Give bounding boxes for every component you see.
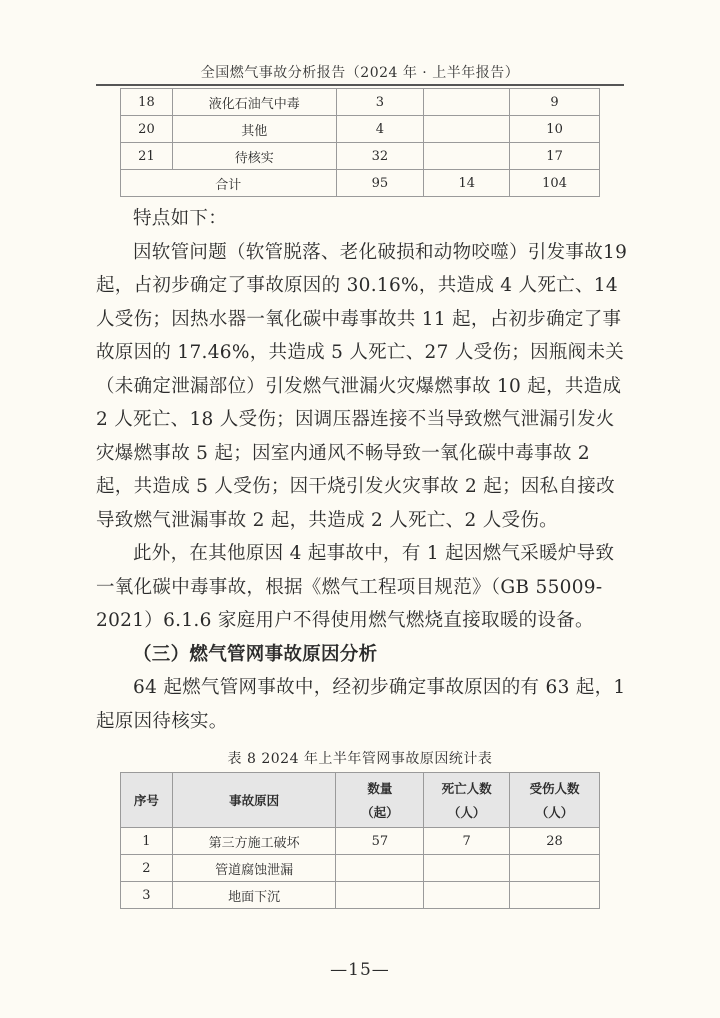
accident-cause-table-continued xyxy=(120,88,600,197)
paragraph-pipeline-summary: 64 起燃气管网事故中，经初步确定事故原因的有 63 起，1 起原因待核实。 xyxy=(96,677,626,732)
cell-injuries: 10 xyxy=(510,116,600,143)
cell-count xyxy=(336,882,424,909)
cell-no: 2 xyxy=(121,855,173,882)
total-injuries: 104 xyxy=(510,170,600,197)
page-number: —15— xyxy=(330,960,390,980)
cell-no: 21 xyxy=(121,143,173,170)
cell-injuries: 28 xyxy=(510,828,600,855)
header-cause: 事故原因 xyxy=(172,773,336,828)
running-header: 全国燃气事故分析报告（2024 年 · 上半年报告） xyxy=(200,65,520,81)
cell-no: 3 xyxy=(121,882,173,909)
header-deaths-label: 死亡人数 xyxy=(441,781,492,796)
cell-no: 20 xyxy=(121,116,173,143)
header-injuries-label: 受伤人数 xyxy=(529,781,580,796)
cell-count xyxy=(336,855,424,882)
table-caption: 表 8 2024 年上半年管网事故原因统计表 xyxy=(227,751,493,767)
total-row xyxy=(121,170,600,197)
cell-injuries xyxy=(510,882,600,909)
cell-no: 18 xyxy=(121,89,173,116)
cell-cause: 待核实 xyxy=(172,143,336,170)
header-deaths-unit: （人） xyxy=(447,805,486,820)
cell-deaths: 7 xyxy=(424,828,510,855)
table-row xyxy=(121,89,600,116)
table-row xyxy=(121,828,600,855)
cell-cause: 第三方施工破坏 xyxy=(172,828,336,855)
total-label: 合计 xyxy=(121,170,337,197)
table-row xyxy=(121,143,600,170)
cell-deaths xyxy=(424,882,510,909)
header-count-label: 数量 xyxy=(367,781,393,796)
section-heading: （三）燃气管网事故原因分析 xyxy=(133,643,378,665)
header-rule xyxy=(96,84,624,86)
cell-cause: 其他 xyxy=(172,116,336,143)
cell-count: 32 xyxy=(336,143,424,170)
header-injuries xyxy=(510,773,600,828)
total-deaths: 14 xyxy=(424,170,510,197)
cell-no: 1 xyxy=(121,828,173,855)
header-row xyxy=(121,773,600,828)
header-no: 序号 xyxy=(121,773,173,828)
cell-cause: 地面下沉 xyxy=(172,882,336,909)
header-count-unit: （起） xyxy=(361,805,399,820)
pipeline-accident-cause-table xyxy=(120,772,600,909)
table-row xyxy=(121,855,600,882)
cell-cause: 液化石油气中毒 xyxy=(172,89,336,116)
cell-deaths xyxy=(424,855,510,882)
cell-cause: 管道腐蚀泄漏 xyxy=(172,855,336,882)
cell-deaths xyxy=(424,143,510,170)
cell-count: 4 xyxy=(336,116,424,143)
header-injuries-unit: （人） xyxy=(535,805,574,820)
table-row xyxy=(121,882,600,909)
cell-deaths xyxy=(424,89,510,116)
paragraph-intro: 特点如下： xyxy=(133,208,228,229)
table-row xyxy=(121,116,600,143)
cell-deaths xyxy=(424,116,510,143)
cell-injuries: 9 xyxy=(510,89,600,116)
cell-count: 3 xyxy=(336,89,424,116)
body-text xyxy=(96,202,632,738)
cell-count: 57 xyxy=(336,828,424,855)
header-deaths xyxy=(424,773,510,828)
paragraph-other-causes: 此外，在其他原因 4 起事故中，有 1 起因燃气采暖炉导致一氧化碳中毒事故，根据《燃气工程项目规范》（GB 55009-2021）6.1.6 家庭用户不得使用燃气燃烧直接取暖的设备。 xyxy=(96,543,615,631)
cell-injuries: 17 xyxy=(510,143,600,170)
cell-injuries xyxy=(510,855,600,882)
header-count xyxy=(336,773,424,828)
paragraph-characteristics: 因软管问题（软管脱落、老化破损和动物咬噬）引发事故19起，占初步确定了事故原因的 30.16%，共造成 4 人死亡、14 人受伤；因热水器一氧化碳中毒事故共 11 起，占初步确定了事故原因的 17.46%，共造成 5 人死亡、27 人受伤；因瓶阀未关（未确定泄漏部位）引发燃气泄漏火灾爆燃事故 10 起，共造成 2 人死亡、18 人受伤；因调压器连接不当导致燃气泄漏引发火灾爆燃事故 5 起；因室内通风不畅导致一氧化碳中毒事故 2 起，共造成 5 人受伤；因干烧引发火灾事故 2 起；因私自接改导致燃气泄漏事故 2 起，共造成 2 人死亡、2 人受伤。 xyxy=(96,241,628,531)
total-count: 95 xyxy=(336,170,424,197)
